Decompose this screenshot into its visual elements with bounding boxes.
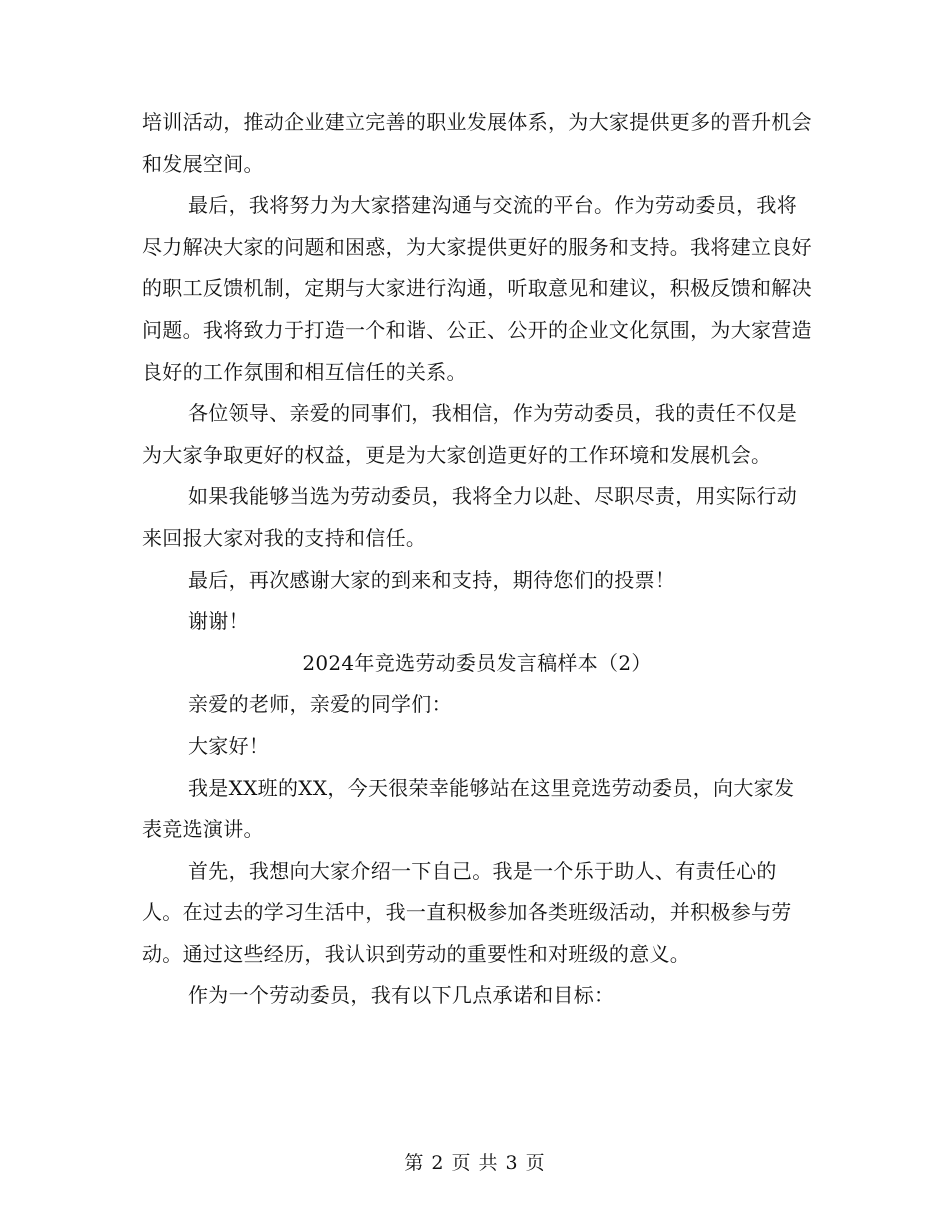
paragraph: 亲爱的老师，亲爱的同学们： bbox=[188, 692, 452, 717]
paragraph: 最后，我将努力为大家搭建沟通与交流的平台。作为劳动委员，我将尽力解决大家的问题和困惑，为大家提供更好的服务和支持。我将建立良好的职工反馈机制，定期与大家进行沟通，听取意见和建议，积极反馈和解决问题。我将致力于打造一个和谐、公正、公开的企业文化氛围，为大家营造良好的工作氛围和相互信任的关系。 bbox=[142, 193, 812, 384]
paragraph: 培训活动，推动企业建立完善的职业发展体系，为大家提供更多的晋升机会和发展空间。 bbox=[142, 110, 812, 176]
document-body bbox=[142, 102, 812, 1017]
paragraph: 如果我能够当选为劳动委员，我将全力以赴、尽职尽责，用实际行动来回报大家对我的支持和信任。 bbox=[142, 484, 797, 550]
section-title: 2024年竞选劳动委员发言稿样本（2） bbox=[302, 650, 652, 675]
paragraph: 首先，我想向大家介绍一下自己。我是一个乐于助人、有责任心的人。在过去的学习生活中，我一直积极参加各类班级活动，并积极参与劳动。通过这些经历，我认识到劳动的重要性和对班级的意义。 bbox=[142, 858, 792, 966]
paragraph: 大家好！ bbox=[188, 733, 270, 758]
page-number-footer: 第 2 页 共 3 页 bbox=[404, 1152, 546, 1174]
paragraph: 各位领导、亲爱的同事们，我相信，作为劳动委员，我的责任不仅是为大家争取更好的权益，更是为大家创造更好的工作环境和发展机会。 bbox=[142, 401, 797, 467]
paragraph: 最后，再次感谢大家的到来和支持，期待您们的投票！ bbox=[188, 567, 676, 592]
paragraph: 作为一个劳动委员，我有以下几点承诺和目标： bbox=[188, 983, 615, 1008]
paragraph: 我是XX班的XX，今天很荣幸能够站在这里竞选劳动委员，向大家发表竞选演讲。 bbox=[142, 775, 795, 842]
paragraph: 谢谢！ bbox=[188, 609, 249, 634]
